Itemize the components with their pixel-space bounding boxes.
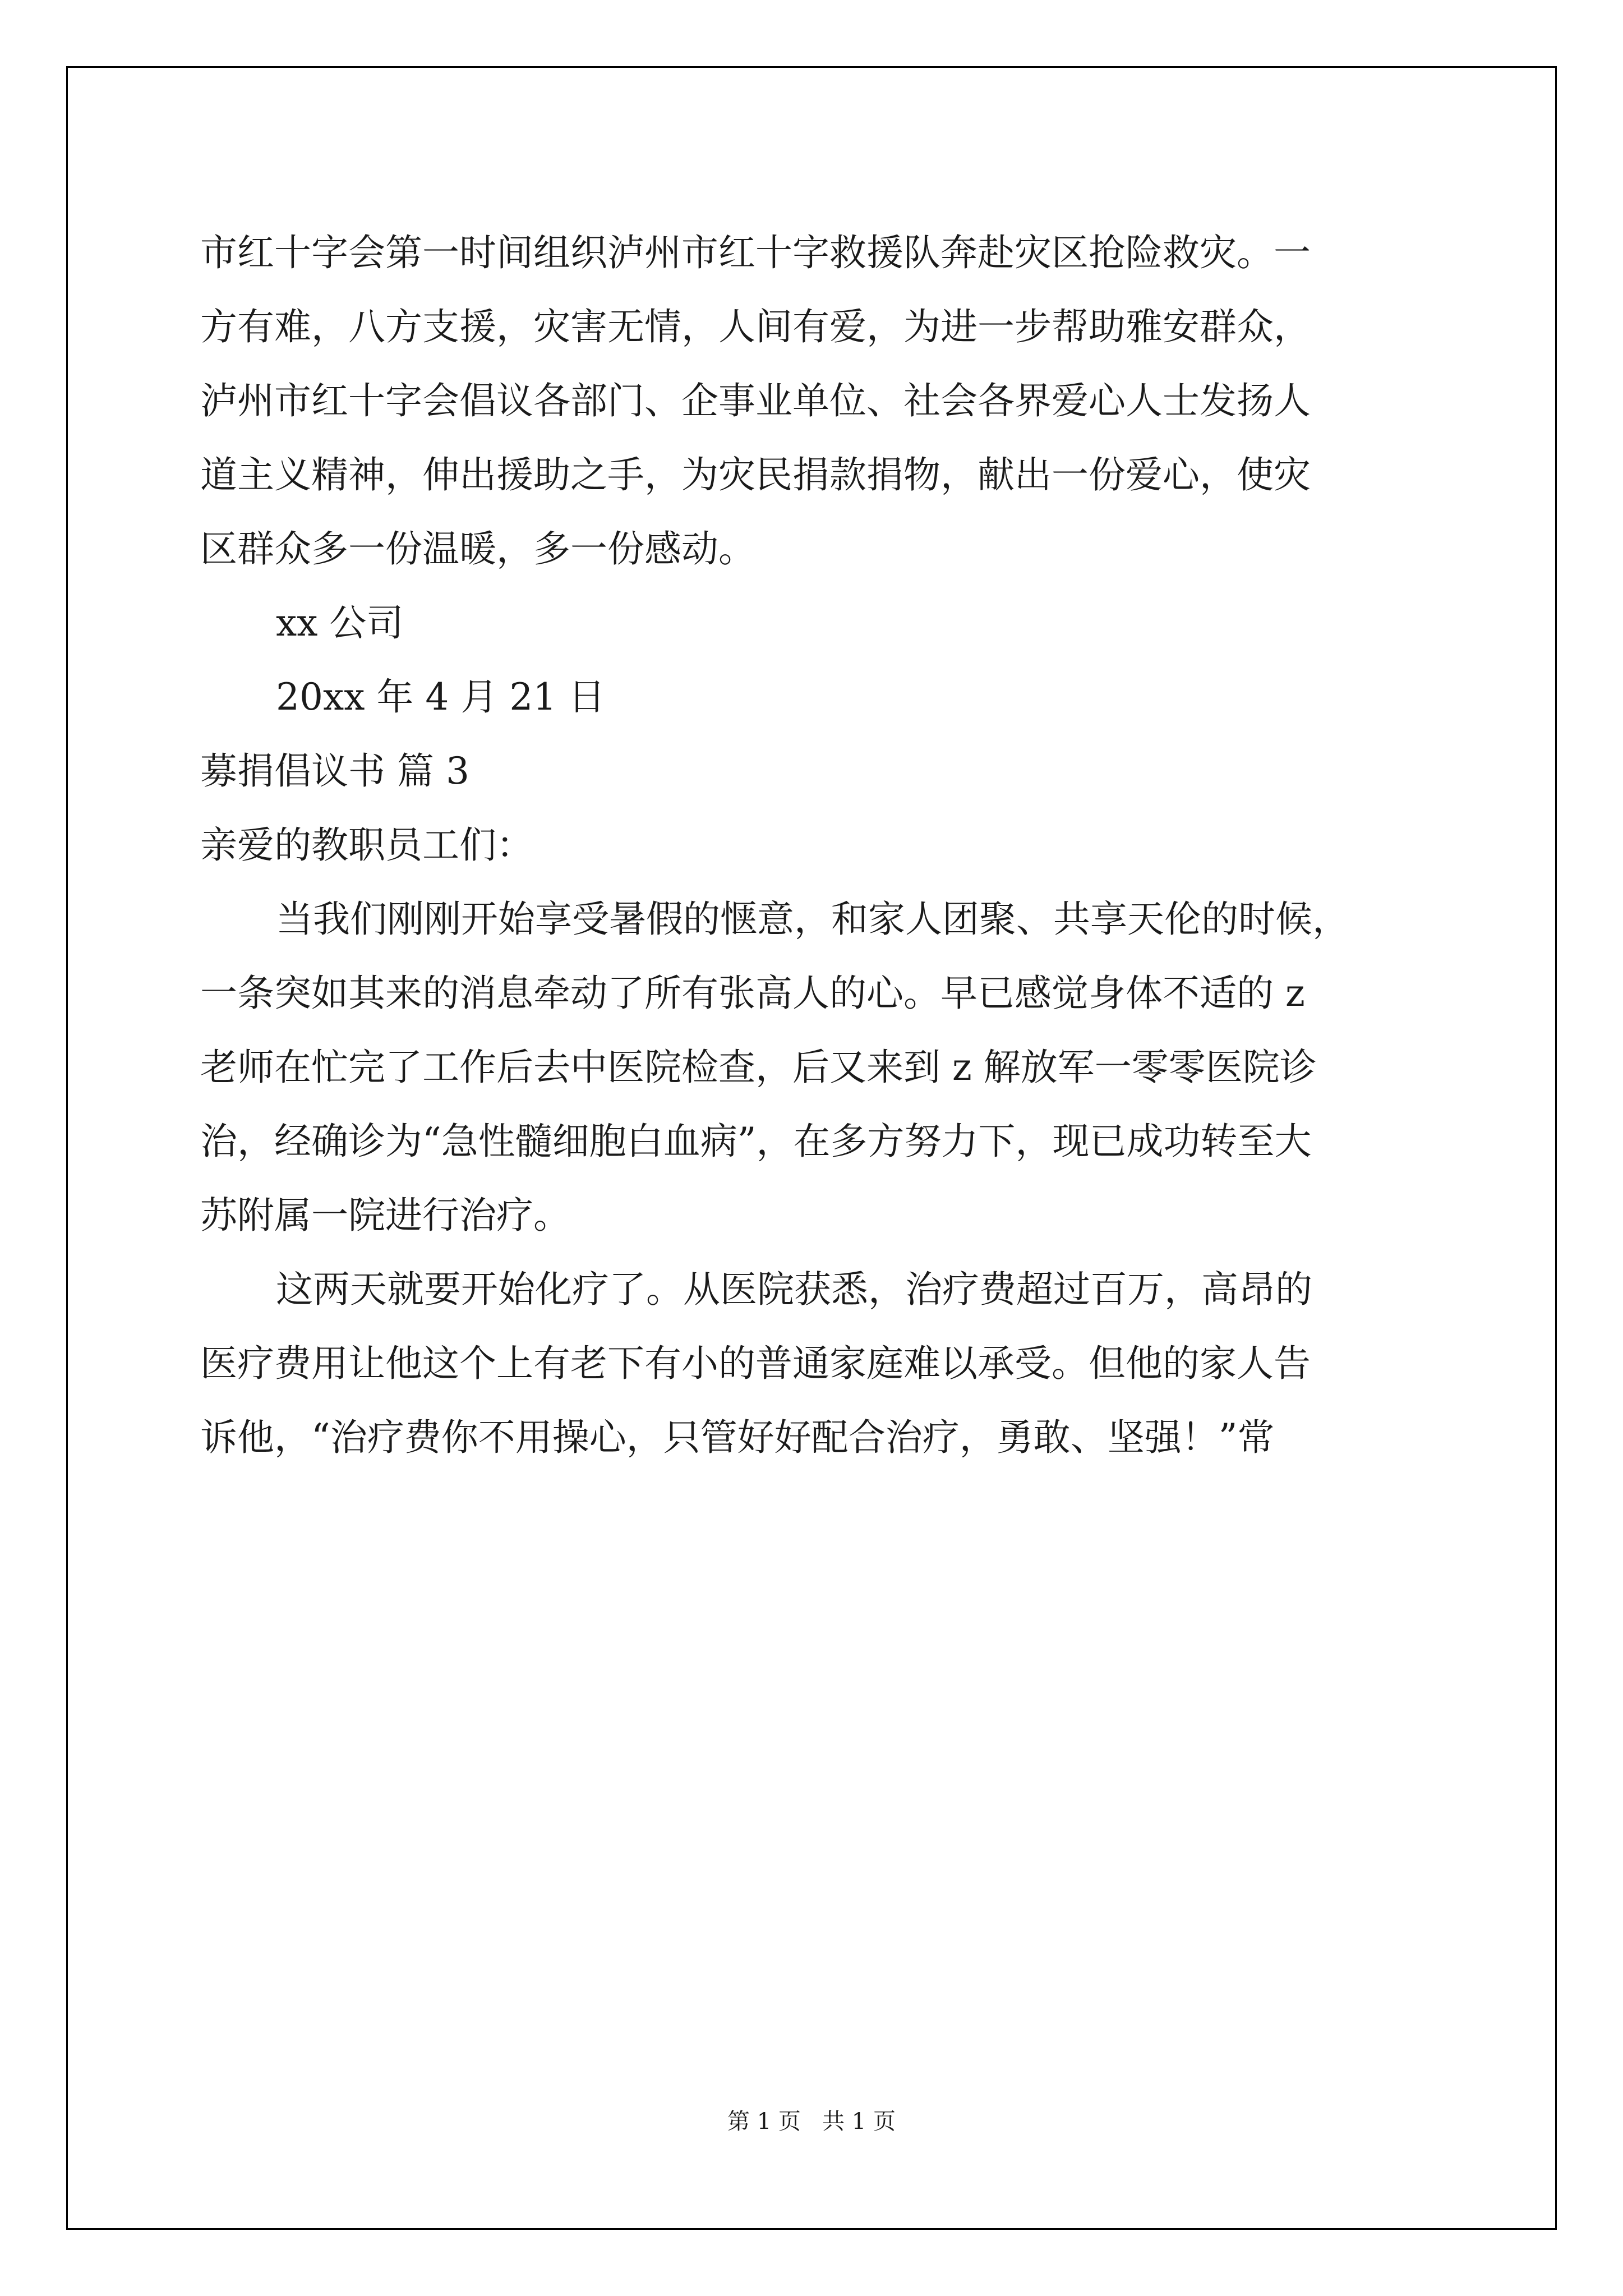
salutation: 亲爱的教职员工们： [200, 823, 533, 867]
text-line: 苏附属一院进行治疗。 [200, 1194, 570, 1237]
text-line: 方有难，八方支援，灾害无情，人间有爱，为进一步帮助雅安群众， [200, 305, 1311, 348]
section-heading: 募捐倡议书 篇 3 [200, 749, 469, 793]
text-line: 泸州市红十字会倡议各部门、企事业单位、社会各界爱心人士发扬人 [200, 379, 1311, 422]
text-line: 区群众多一份温暖，多一份感动。 [200, 527, 755, 570]
document-body [200, 216, 1465, 1475]
page-footer: 第 1 页 共 1 页 [727, 2109, 896, 2134]
text-line: 一条突如其来的消息牵动了所有张高人的心。早已感觉身体不适的 z [200, 972, 1305, 1015]
text-line: 医疗费用让他这个上有老下有小的普通家庭难以承受。但他的家人告 [200, 1342, 1311, 1385]
text-line: 治，经确诊为“急性髓细胞白血病”，在多方努力下，现已成功转至大 [200, 1120, 1312, 1163]
text-line: 这两天就要开始化疗了。从医院获悉，治疗费超过百万，高昂的 [276, 1268, 1312, 1311]
text-line: 当我们刚刚开始享受暑假的惬意，和家人团聚、共享天伦的时候， [276, 898, 1349, 941]
text-line: 市红十字会第一时间组织泸州市红十字救援队奔赴灾区抢险救灾。一 [200, 231, 1311, 274]
signature-company: xx 公司 [276, 601, 404, 645]
text-line: 道主义精神，伸出援助之手，为灾民捐款捐物，献出一份爱心，使灾 [200, 453, 1311, 496]
signature-date: 20xx 年 4 月 21 日 [276, 675, 606, 719]
text-line: 老师在忙完了工作后去中医院检查，后又来到 z 解放军一零零医院诊 [200, 1046, 1317, 1089]
text-line: 诉他，“治疗费你不用操心，只管好好配合治疗，勇敢、坚强！”常 [200, 1416, 1275, 1459]
